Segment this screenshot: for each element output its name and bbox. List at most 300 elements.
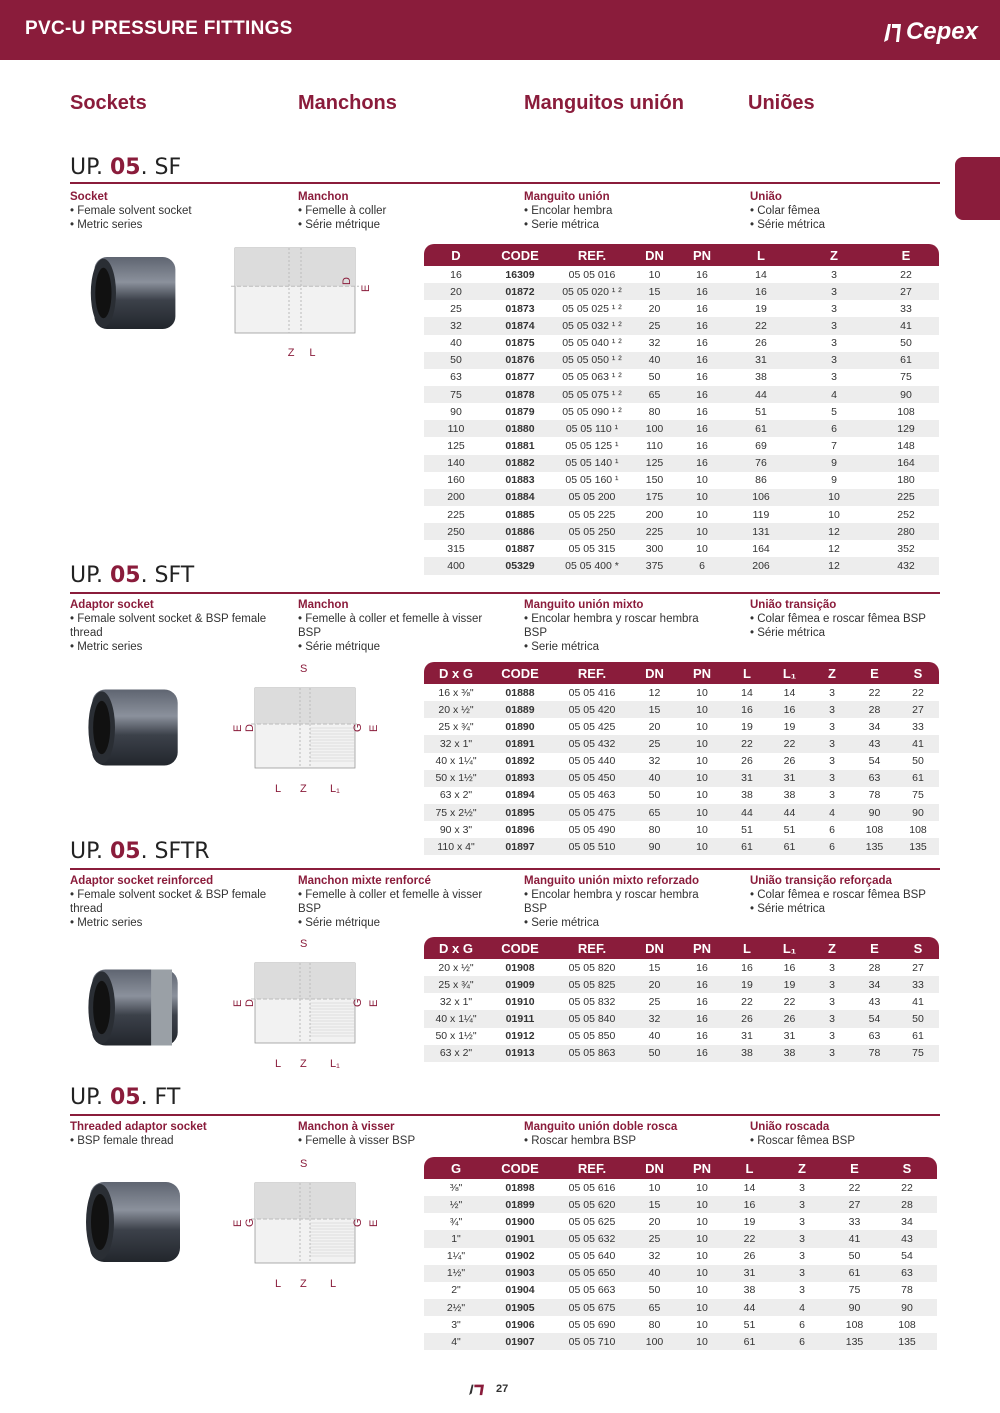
table-cell: 16	[677, 976, 727, 993]
table-cell: 75 x 2½"	[424, 804, 488, 821]
table-cell: 16	[741, 961, 753, 974]
section-number: 05	[109, 563, 141, 588]
table-cell: 3	[829, 755, 835, 768]
table-cell: 16	[696, 961, 708, 974]
description-heading: União roscada	[750, 1121, 830, 1133]
table-row	[424, 959, 939, 976]
product-code: 01875	[505, 337, 535, 350]
table-cell: 135	[877, 1333, 937, 1350]
description-block	[524, 190, 724, 232]
column-header: L	[727, 937, 767, 959]
table-cell: 10	[677, 1333, 727, 1350]
description-heading: Manchon	[298, 599, 349, 611]
table-cell: 05 05 510	[552, 838, 632, 855]
table-cell: 3	[831, 371, 837, 384]
column-header: E	[852, 662, 897, 684]
description-line: • Femelle à coller et femelle à visser BSP	[298, 889, 483, 915]
description-line: • Serie métrica	[524, 917, 599, 929]
product-code: 16309	[505, 268, 535, 281]
table-row	[424, 753, 939, 770]
table-cell: 19	[767, 976, 812, 993]
table-cell: 12	[795, 523, 873, 540]
table-cell: 4	[772, 1299, 832, 1316]
table-cell: 2½"	[424, 1299, 488, 1316]
column-header: PN	[677, 662, 727, 684]
table-cell: 50 x 1½"	[424, 770, 488, 787]
column-header: S	[897, 662, 939, 684]
column-header: L	[727, 662, 767, 684]
column-header: CODE	[488, 662, 552, 684]
table-cell: 10	[648, 1181, 661, 1194]
table-cell: 10	[696, 823, 708, 836]
table-cell: 90	[832, 1299, 877, 1316]
table-cell: 1"	[424, 1230, 488, 1247]
table-cell: 05 05 832	[568, 995, 616, 1008]
table-cell: 75	[897, 1045, 939, 1062]
product-code: 01910	[505, 995, 535, 1008]
section-divider	[70, 868, 940, 870]
table-cell: 22	[901, 1181, 913, 1194]
table-cell: 3	[795, 317, 873, 334]
column-header: DN	[632, 1157, 677, 1179]
dimension-label: G	[352, 998, 364, 1007]
dimension-label: G	[244, 1218, 256, 1227]
cepex-mark-icon	[468, 1382, 486, 1396]
table-cell: 16	[677, 317, 727, 334]
dimension-label: L	[275, 1058, 282, 1070]
column-header: Z	[812, 662, 852, 684]
table-cell: 108	[898, 1318, 916, 1331]
table-cell: 19	[743, 1215, 756, 1228]
column-header: S	[897, 937, 939, 959]
table-cell: 61	[727, 1333, 772, 1350]
table-cell: 78	[868, 789, 881, 802]
description-block	[70, 190, 270, 232]
table-cell: 3	[795, 283, 873, 300]
description-line: • Encolar hembra y roscar hembra BSP	[524, 613, 699, 639]
table-cell: 26	[767, 1010, 812, 1027]
description-block	[750, 1120, 950, 1148]
description-line: • Série métrica	[750, 627, 825, 639]
table-cell: 3	[829, 1030, 835, 1043]
table-cell: 69	[755, 439, 767, 452]
table-cell: 80	[648, 1318, 661, 1331]
table-cell: 10	[677, 1299, 727, 1316]
product-code: 01906	[505, 1318, 535, 1331]
section-title	[70, 155, 181, 180]
table-cell: 86	[755, 474, 767, 487]
table-cell: 63	[852, 770, 897, 787]
table-cell: 05 05 400 *	[552, 557, 632, 574]
description-line: • Roscar fêmea BSP	[750, 1135, 856, 1147]
table-cell: 33	[848, 1215, 861, 1228]
product-code: 01878	[488, 386, 552, 403]
table-cell: 05 05 650	[552, 1265, 632, 1282]
table-cell: 22	[727, 1230, 772, 1247]
table-cell: 90	[852, 804, 897, 821]
table-cell: 20	[424, 283, 488, 300]
table-cell: 10	[677, 1230, 727, 1247]
table-cell: 3	[829, 720, 835, 733]
column-header: E	[832, 1157, 877, 1179]
table-cell: 50	[648, 789, 661, 802]
table-cell: 05 05 863	[552, 1045, 632, 1062]
description-line: • Encolar hembra	[524, 205, 613, 217]
table-row	[424, 1282, 979, 1299]
description-heading: Adaptor socket reinforced	[70, 875, 214, 887]
table-cell: 38	[727, 1045, 767, 1062]
table-cell: 10	[696, 720, 708, 733]
table-cell: 05 05 040 ¹ ²	[562, 337, 622, 350]
table-cell: 3	[799, 1181, 805, 1194]
dimension-label: L₁	[330, 1058, 340, 1070]
table-row	[424, 1265, 979, 1282]
table-cell: 32	[648, 1250, 661, 1263]
table-cell: 05 05 090 ¹ ²	[562, 405, 622, 418]
table-cell: 25 x ¾"	[438, 720, 474, 733]
table-cell: 10	[696, 474, 708, 487]
product-code: 01911	[488, 1010, 552, 1027]
section-divider	[70, 182, 940, 184]
dimension-label: Z	[300, 783, 307, 795]
technical-drawing	[230, 240, 400, 359]
table-cell: 50	[632, 1045, 677, 1062]
table-cell: 78	[901, 1284, 913, 1297]
table-cell: 164	[752, 542, 770, 555]
table-cell: 15	[648, 961, 661, 974]
table-cell: 16	[696, 302, 708, 315]
table-cell: 3"	[451, 1318, 461, 1331]
table-cell: 61	[912, 1030, 924, 1043]
table-cell: 05 05 063 ¹ ²	[562, 371, 622, 384]
table-cell: 135	[832, 1333, 877, 1350]
table-cell: 225	[447, 508, 465, 521]
column-header: Z	[812, 937, 852, 959]
table-cell: 63	[877, 1265, 937, 1282]
table-cell: 90 x 3"	[439, 823, 473, 836]
table-cell: 40 x 1¼"	[435, 755, 477, 768]
description-heading: Manguito unión doble rosca	[524, 1121, 678, 1133]
table-row	[424, 804, 939, 821]
table-cell: 05 05 315	[568, 542, 616, 555]
section-title	[70, 563, 194, 588]
dimension-label: Z	[287, 347, 295, 359]
table-cell: 16	[727, 1196, 772, 1213]
description-heading: União transição reforçada	[750, 875, 892, 887]
table-cell: 6	[772, 1333, 832, 1350]
table-cell: 05 05 110 ¹	[552, 420, 632, 437]
table-cell: 61	[727, 838, 767, 855]
column-header: L	[727, 244, 795, 266]
table-cell: 100	[632, 420, 677, 437]
table-cell: 40	[632, 1265, 677, 1282]
table-cell: 140	[424, 455, 488, 472]
table-cell: 10	[677, 804, 727, 821]
table-cell: 22	[868, 686, 881, 699]
table-cell: 3	[829, 686, 835, 699]
table-cell: 05 05 640	[568, 1250, 616, 1263]
product-code: 01896	[505, 823, 535, 836]
column-header: CODE	[488, 244, 552, 266]
table-cell: 05 05 463	[568, 789, 616, 802]
column-header: Z	[772, 1157, 832, 1179]
table-cell: 44	[727, 386, 795, 403]
table-row	[424, 1028, 939, 1045]
table-cell: 51	[783, 823, 796, 836]
table-cell: 78	[852, 1045, 897, 1062]
table-cell: 14	[783, 686, 796, 699]
dimension-label: E	[232, 1219, 244, 1227]
table-cell: 6	[795, 420, 873, 437]
table-cell: 135	[897, 838, 939, 855]
column-header: REF.	[552, 244, 632, 266]
table-cell: 40 x 1¼"	[424, 1010, 488, 1027]
table-cell: 10	[696, 1181, 708, 1194]
table-row	[424, 403, 939, 420]
table-cell: 10	[696, 686, 708, 699]
table-cell: 252	[897, 508, 915, 521]
product-code: 01907	[488, 1333, 552, 1350]
table-cell: 05 05 820	[568, 961, 616, 974]
description-line: • BSP female thread	[70, 1135, 174, 1147]
table-cell: 80	[648, 405, 661, 418]
table-row	[424, 266, 939, 283]
table-cell: 10	[677, 701, 727, 718]
table-cell: 05 05 632	[552, 1230, 632, 1247]
table-cell: 41	[873, 317, 939, 334]
table-cell: 38	[741, 789, 753, 802]
table-cell: 34	[852, 976, 897, 993]
product-code: 01874	[488, 317, 552, 334]
dimension-label: E	[232, 724, 244, 732]
dimension-label: S	[300, 938, 308, 950]
table-cell: 20	[648, 1215, 661, 1228]
table-cell: 3	[772, 1230, 832, 1247]
table-row	[424, 821, 939, 838]
product-code: 01893	[488, 770, 552, 787]
description-line: • Série métrique	[298, 641, 381, 653]
product-code: 01903	[488, 1265, 552, 1282]
table-header-row	[424, 1157, 979, 1179]
table-cell: 180	[897, 474, 915, 487]
table-row	[424, 283, 939, 300]
table-cell: 10	[648, 268, 661, 281]
product-code: 01873	[505, 302, 535, 315]
dimension-label: D	[244, 999, 256, 1007]
table-cell: 3	[812, 735, 852, 752]
table-cell: 250	[424, 523, 488, 540]
description-line: • Female solvent socket & BSP female thread	[70, 889, 267, 915]
table-row	[424, 472, 939, 489]
section-prefix: UP.	[70, 155, 103, 180]
table-cell: 3	[772, 1265, 832, 1282]
table-cell: 10	[677, 489, 727, 506]
table-cell: 3	[812, 770, 852, 787]
table-cell: 108	[845, 1318, 864, 1331]
table-row	[424, 317, 939, 334]
column-header: REF.	[552, 937, 632, 959]
table-cell: ¾"	[449, 1215, 463, 1228]
column-header: D	[424, 244, 488, 266]
table-cell: 16	[677, 352, 727, 369]
table-cell: 6	[829, 823, 835, 836]
description-block	[750, 874, 950, 916]
table-cell: 38	[755, 371, 767, 384]
table-cell: 34	[868, 720, 881, 733]
description-line: • Série métrique	[298, 219, 381, 231]
table-cell: 40	[450, 337, 462, 350]
cepex-logo-icon	[882, 20, 902, 44]
table-cell: 150	[645, 474, 664, 487]
table-cell: 05 05 490	[568, 823, 616, 836]
table-cell: 90	[897, 804, 939, 821]
table-row	[424, 1299, 979, 1316]
table-cell: 54	[852, 1010, 897, 1027]
table-cell: 51	[755, 405, 767, 418]
description-heading: Manguito unión mixto	[524, 599, 644, 611]
table-cell: 10	[696, 1250, 708, 1263]
table-header-row	[424, 937, 939, 959]
product-code: 01882	[488, 455, 552, 472]
table-cell: 41	[897, 735, 939, 752]
description-line: • Série métrica	[750, 219, 825, 231]
column-header: PN	[677, 937, 727, 959]
table-cell: 3	[799, 1284, 805, 1297]
table-row	[424, 770, 939, 787]
table-cell: 34	[901, 1215, 913, 1228]
product-code: 01883	[505, 474, 535, 487]
table-row	[424, 718, 939, 735]
description-heading: União	[750, 191, 782, 203]
product-code: 01895	[488, 804, 552, 821]
header-title: PVC-U PRESSURE FITTINGS	[25, 18, 293, 39]
description-heading: União transição	[750, 599, 837, 611]
table-cell: 32 x 1"	[424, 735, 488, 752]
table-cell: 26	[727, 1010, 767, 1027]
table-cell: 4	[795, 386, 873, 403]
table-cell: 108	[909, 823, 927, 836]
column-header: CODE	[488, 1157, 552, 1179]
description-block	[524, 1120, 724, 1148]
product-code: 01913	[488, 1045, 552, 1062]
table-cell: 90	[873, 386, 939, 403]
dimension-label: L	[275, 1278, 282, 1290]
product-table	[424, 662, 939, 855]
table-cell: 05 05 125 ¹	[565, 439, 619, 452]
table-cell: 15	[632, 1196, 677, 1213]
table-row	[424, 523, 939, 540]
table-cell: 28	[877, 1196, 937, 1213]
table-cell: 50	[648, 1284, 661, 1297]
table-cell: 206	[727, 557, 795, 574]
table-cell: 25	[632, 1230, 677, 1247]
table-cell: 05 05 020 ¹ ²	[552, 283, 632, 300]
column-header: Z	[795, 244, 873, 266]
page-number: 27	[496, 1383, 509, 1395]
section-suffix: . SF	[140, 155, 182, 180]
table-cell: 80	[648, 823, 661, 836]
table-cell: 33	[897, 976, 939, 993]
table-cell: 50 x 1½"	[435, 1030, 477, 1043]
dimension-label: D	[244, 724, 256, 732]
table-cell: 10	[696, 755, 708, 768]
table-cell: 20	[632, 976, 677, 993]
table-cell: 61	[767, 838, 812, 855]
description-heading: Manchon à visser	[298, 1121, 395, 1133]
table-cell: 05 05 663	[568, 1284, 616, 1297]
table-cell: 20	[648, 720, 661, 733]
table-cell: 25	[632, 317, 677, 334]
table-cell: 10	[795, 489, 873, 506]
table-cell: 05 05 225	[568, 508, 616, 521]
table-cell: 22	[767, 735, 812, 752]
table-cell: 26	[783, 755, 796, 768]
table-row	[424, 1010, 939, 1027]
table-cell: 12	[795, 557, 873, 574]
description-line: • Femelle à coller et femelle à visser BSP	[298, 613, 483, 639]
table-cell: 75	[912, 789, 924, 802]
dimension-label: Z	[300, 1058, 307, 1070]
description-line: • Metric series	[70, 917, 143, 929]
table-cell: 43	[877, 1230, 937, 1247]
product-table	[424, 1157, 979, 1350]
table-header-row	[424, 244, 939, 266]
product-code: 01901	[488, 1230, 552, 1247]
table-cell: 3	[829, 961, 835, 974]
table-cell: 05 05 416	[568, 686, 616, 699]
heading-french: Manchons	[298, 92, 397, 114]
dimension-label: L₁	[330, 783, 340, 795]
table-cell: 75	[424, 386, 488, 403]
table-cell: 27	[873, 283, 939, 300]
section-number: 05	[109, 1085, 141, 1110]
table-cell: 31	[727, 770, 767, 787]
table-cell: 108	[897, 405, 915, 418]
dimension-label: S	[300, 1158, 308, 1170]
table-cell: 90	[877, 1299, 937, 1316]
description-line: • Roscar hembra BSP	[524, 1135, 637, 1147]
table-cell: 315	[447, 542, 465, 555]
table-cell: 10	[696, 789, 708, 802]
brand-logo	[882, 18, 978, 46]
table-cell: 22	[727, 735, 767, 752]
table-row	[424, 684, 939, 701]
table-cell: 05 05 825	[552, 976, 632, 993]
table-row	[424, 1045, 939, 1062]
description-block	[524, 874, 724, 930]
table-row	[424, 838, 939, 855]
description-line: • Female solvent socket & BSP female thread	[70, 613, 267, 639]
description-line: • Serie métrica	[524, 219, 599, 231]
table-cell: 100	[632, 1333, 677, 1350]
table-cell: 05 05 690	[568, 1318, 616, 1331]
section-suffix: . FT	[140, 1085, 181, 1110]
table-cell: 27	[832, 1196, 877, 1213]
table-cell: 51	[741, 823, 753, 836]
table-cell: 15	[632, 283, 677, 300]
table-cell: 16	[696, 268, 708, 281]
product-code: 01894	[505, 789, 535, 802]
table-row	[424, 420, 939, 437]
description-heading: Manchon mixte renforcé	[298, 875, 431, 887]
table-cell: 9	[831, 474, 837, 487]
table-row	[424, 1230, 979, 1247]
section-prefix: UP.	[70, 563, 103, 588]
table-row	[424, 557, 939, 574]
table-cell: 05 05 432	[552, 735, 632, 752]
table-cell: 14	[743, 1181, 756, 1194]
table-cell: 05 05 850	[568, 1030, 616, 1043]
